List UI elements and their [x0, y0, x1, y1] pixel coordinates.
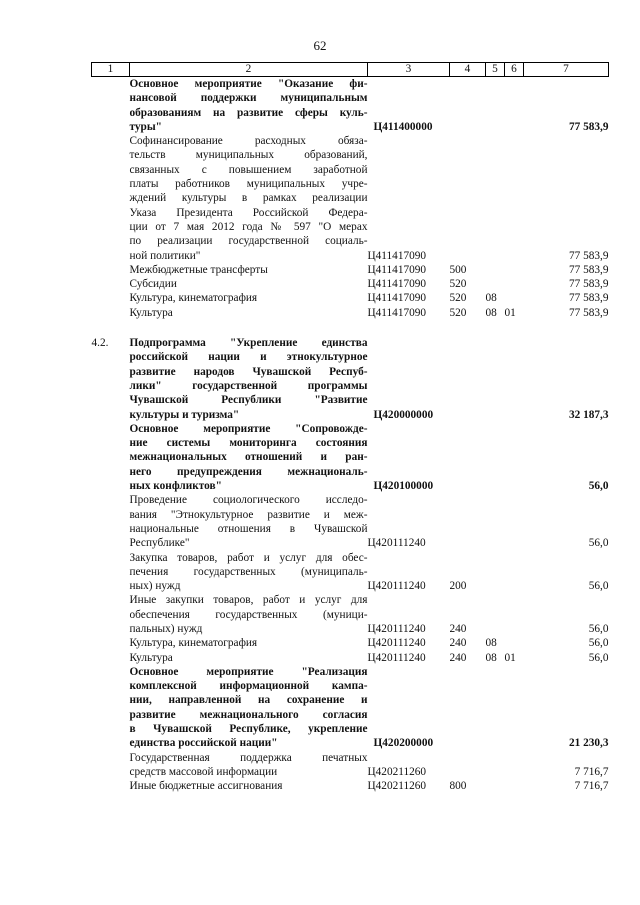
section-code: 08: [485, 306, 497, 319]
expense-type: [450, 665, 486, 751]
expense-type: [450, 134, 486, 263]
row-name: [130, 665, 368, 751]
row-name-line: ных конфликтов": [129, 480, 222, 493]
row-name-line: ции от 7 мая 2012 года № 597 "О мерах: [129, 220, 368, 233]
table-row: [92, 665, 609, 751]
expense-type: [450, 493, 486, 550]
column-header: 7: [524, 63, 609, 77]
amount: 77 583,9: [568, 249, 609, 262]
row-number: [92, 134, 130, 263]
amount: 77 583,9: [568, 120, 609, 133]
expense-type: 240: [449, 651, 467, 664]
row-name-line: Республике": [129, 537, 190, 550]
row-name-line: Софинансирование расходных обяза-: [129, 135, 368, 148]
expense-type: 500: [449, 263, 467, 276]
row-number: [92, 551, 130, 594]
row-name-line: Культура: [129, 306, 173, 319]
target-code: Ц420111240: [367, 537, 426, 550]
row-name-line: Субсидии: [129, 278, 177, 291]
page-number: 62: [313, 38, 327, 53]
expense-type: 520: [449, 278, 467, 291]
expense-type: [450, 751, 486, 780]
target-code: Ц420211260: [367, 780, 427, 793]
row-name-line: вания "Этнокультурное развитие и меж-: [129, 508, 368, 521]
table-row: [92, 306, 609, 320]
subsection-code: [505, 665, 524, 751]
table-row: [92, 751, 609, 780]
row-number: [92, 422, 130, 493]
section-code: 08: [485, 637, 497, 650]
expense-type: 200: [449, 580, 467, 593]
subsection-code: 01: [504, 651, 516, 664]
amount: 56,0: [588, 651, 609, 664]
row-name: [130, 77, 368, 135]
column-header: 5: [486, 63, 505, 77]
target-code: Ц420200000: [373, 737, 434, 750]
subsection-code: [505, 779, 524, 793]
row-name-line: средств массовой информации: [129, 765, 278, 778]
row-name-line: Иные бюджетные ассигнования: [129, 780, 283, 793]
section-code: [486, 336, 505, 422]
row-name-line: нии, направленной на сохранение и: [129, 694, 368, 707]
row-name: [130, 134, 368, 263]
row-number: [92, 751, 130, 780]
subsection-code: [505, 291, 524, 305]
row-number: [92, 291, 130, 305]
row-name-line: Указа Президента Российской Федера-: [129, 206, 368, 219]
row-name-line: Закупка товаров, работ и услуг для обес-: [129, 551, 368, 564]
target-code: Ц411400000: [373, 120, 433, 133]
row-number: [92, 493, 130, 550]
column-header: 2: [130, 63, 368, 77]
table-row: [92, 336, 609, 422]
amount: 32 187,3: [568, 408, 609, 421]
row-name-line: Культура: [129, 651, 173, 664]
table-row: [92, 593, 609, 636]
row-name-line: нансовой поддержки муниципальным: [129, 92, 368, 105]
row-number: [92, 636, 130, 650]
row-name-line: ной политики": [129, 249, 201, 262]
row-name-line: национальные отношения в Чувашской: [129, 522, 368, 535]
row-name: [130, 636, 368, 650]
row-number: [92, 665, 130, 751]
row-name: [130, 593, 368, 636]
row-name-line: Основное мероприятие "Сопровожде-: [129, 422, 368, 435]
column-header: 1: [92, 63, 130, 77]
section-code: [486, 77, 505, 135]
subsection-code: [505, 277, 524, 291]
expense-type: [450, 422, 486, 493]
row-name: [130, 779, 368, 793]
spacer-cell: [92, 320, 609, 336]
subsection-code: [505, 493, 524, 550]
row-number: [92, 306, 130, 320]
amount: 7 716,7: [574, 780, 609, 793]
section-code: [486, 751, 505, 780]
row-name: [130, 263, 368, 277]
row-number: [92, 263, 130, 277]
row-name-line: развитие межнационального согласия: [129, 708, 368, 721]
section-code: [486, 551, 505, 594]
row-name-line: российской нации и этнокультурное: [129, 351, 368, 364]
amount: 56,0: [588, 537, 609, 550]
expense-type: [450, 336, 486, 422]
row-name-line: пальных) нужд: [129, 622, 203, 635]
subsection-code: [505, 134, 524, 263]
amount: 56,0: [588, 480, 609, 493]
subsection-code: [505, 636, 524, 650]
row-name-line: ных) нужд: [129, 580, 181, 593]
row-number: 4.2.: [91, 337, 109, 350]
amount: 56,0: [588, 580, 609, 593]
row-name-line: Подпрограмма "Укрепление единства: [129, 337, 368, 350]
row-name-line: Межбюджетные трансферты: [129, 263, 268, 276]
target-code: Ц411417090: [367, 249, 427, 262]
column-header: 3: [368, 63, 450, 77]
row-number: [92, 593, 130, 636]
table-body: [92, 77, 609, 794]
expense-type: 520: [449, 292, 467, 305]
row-name: [130, 551, 368, 594]
row-name-line: туры": [129, 120, 162, 133]
table-row: [92, 77, 609, 135]
row-name-line: лики" государственной программы: [129, 379, 368, 392]
row-name-line: платы работников муниципальных учре-: [129, 178, 368, 191]
row-number: [92, 779, 130, 793]
row-number: [92, 77, 130, 135]
section-code: [486, 593, 505, 636]
subsection-code: [505, 336, 524, 422]
row-name-line: в Чувашской Республике, укрепление: [129, 723, 368, 736]
column-header: 4: [450, 63, 486, 77]
target-code: Ц420111240: [367, 580, 426, 593]
subsection-code: [505, 751, 524, 780]
row-name: [130, 277, 368, 291]
row-name-line: него предупреждения межнациональ-: [129, 465, 368, 478]
row-name-line: комплексной информационной кампа-: [129, 680, 368, 693]
amount: 56,0: [588, 622, 609, 635]
subsection-code: [505, 77, 524, 135]
row-name: [130, 651, 368, 665]
row-name-line: образованиям на развитие сферы куль-: [129, 106, 368, 119]
amount: 77 583,9: [568, 263, 609, 276]
row-number: [92, 277, 130, 291]
target-code: Ц411417090: [367, 292, 427, 305]
row-name-line: печения государственных (муниципаль-: [129, 565, 368, 578]
target-code: Ц411417090: [367, 263, 427, 276]
section-code: [486, 422, 505, 493]
table-row: [92, 779, 609, 793]
expense-type: 800: [449, 780, 467, 793]
table-row: [92, 263, 609, 277]
column-header: 6: [505, 63, 524, 77]
target-code: Ц411417090: [367, 306, 427, 319]
table-row: [92, 291, 609, 305]
table-row: [92, 134, 609, 263]
table-header-row: [92, 63, 609, 77]
table-row: [92, 422, 609, 493]
row-name-line: Проведение социологического исследо-: [129, 494, 368, 507]
section-code: [486, 779, 505, 793]
target-code: Ц420000000: [373, 408, 434, 421]
spacer-row: [92, 320, 609, 336]
target-code: Ц420111240: [367, 622, 426, 635]
row-name-line: Основное мероприятие "Оказание фи-: [129, 78, 368, 90]
table-row: [92, 636, 609, 650]
row-name: [130, 422, 368, 493]
row-name-line: межнациональных отношений и ран-: [129, 451, 368, 464]
table-row: [92, 551, 609, 594]
row-name-line: тельств муниципальных образований,: [129, 149, 368, 162]
row-name-line: Чувашской Республики "Развитие: [129, 394, 368, 407]
amount: 7 716,7: [574, 765, 609, 778]
amount: 56,0: [588, 637, 609, 650]
target-code: Ц420100000: [373, 480, 434, 493]
table-row: [92, 277, 609, 291]
subsection-code: [505, 263, 524, 277]
table-row: [92, 493, 609, 550]
row-name-line: Основное мероприятие "Реализация: [129, 665, 368, 678]
section-code: [486, 493, 505, 550]
subsection-code: [505, 593, 524, 636]
amount: 77 583,9: [568, 292, 609, 305]
section-code: 08: [485, 292, 497, 305]
row-name-line: развитие народов Чувашской Респуб-: [129, 365, 368, 378]
amount: 77 583,9: [568, 278, 609, 291]
table-row: [92, 651, 609, 665]
row-number: [92, 651, 130, 665]
section-code: [486, 277, 505, 291]
section-code: [486, 134, 505, 263]
row-name-line: Государственная поддержка печатных: [129, 751, 368, 764]
expense-type: 240: [449, 637, 467, 650]
row-name: [130, 291, 368, 305]
row-name: [130, 306, 368, 320]
row-name-line: единства российской нации": [129, 737, 278, 750]
amount: 77 583,9: [568, 306, 609, 319]
row-name-line: ждений культуры в рамках реализации: [129, 192, 368, 205]
row-name-line: обеспечения государственных (муници-: [129, 608, 368, 621]
section-code: [486, 665, 505, 751]
target-code: Ц420111240: [367, 651, 426, 664]
row-name: [130, 336, 368, 422]
expense-type: 240: [449, 622, 467, 635]
row-name: [130, 751, 368, 780]
section-code: 08: [485, 651, 497, 664]
row-name-line: культуры и туризма": [129, 408, 240, 421]
target-code: Ц420211260: [367, 765, 427, 778]
subsection-code: [505, 551, 524, 594]
expense-type: [450, 77, 486, 135]
row-name-line: Культура, кинематография: [129, 637, 258, 650]
row-name-line: ние системы мониторинга состояния: [129, 437, 368, 450]
subsection-code: 01: [504, 306, 516, 319]
subsection-code: [505, 422, 524, 493]
row-name-line: Культура, кинематография: [129, 292, 258, 305]
target-code: Ц411417090: [367, 278, 427, 291]
budget-table: [91, 62, 609, 794]
row-name-line: по реализации государственной социаль-: [129, 235, 368, 248]
row-name-line: связанных с повышением заработной: [129, 163, 368, 176]
target-code: Ц420111240: [367, 637, 426, 650]
row-name-line: Иные закупки товаров, работ и услуг для: [129, 594, 368, 607]
section-code: [486, 263, 505, 277]
expense-type: 520: [449, 306, 467, 319]
row-name: [130, 493, 368, 550]
amount: 21 230,3: [568, 737, 609, 750]
